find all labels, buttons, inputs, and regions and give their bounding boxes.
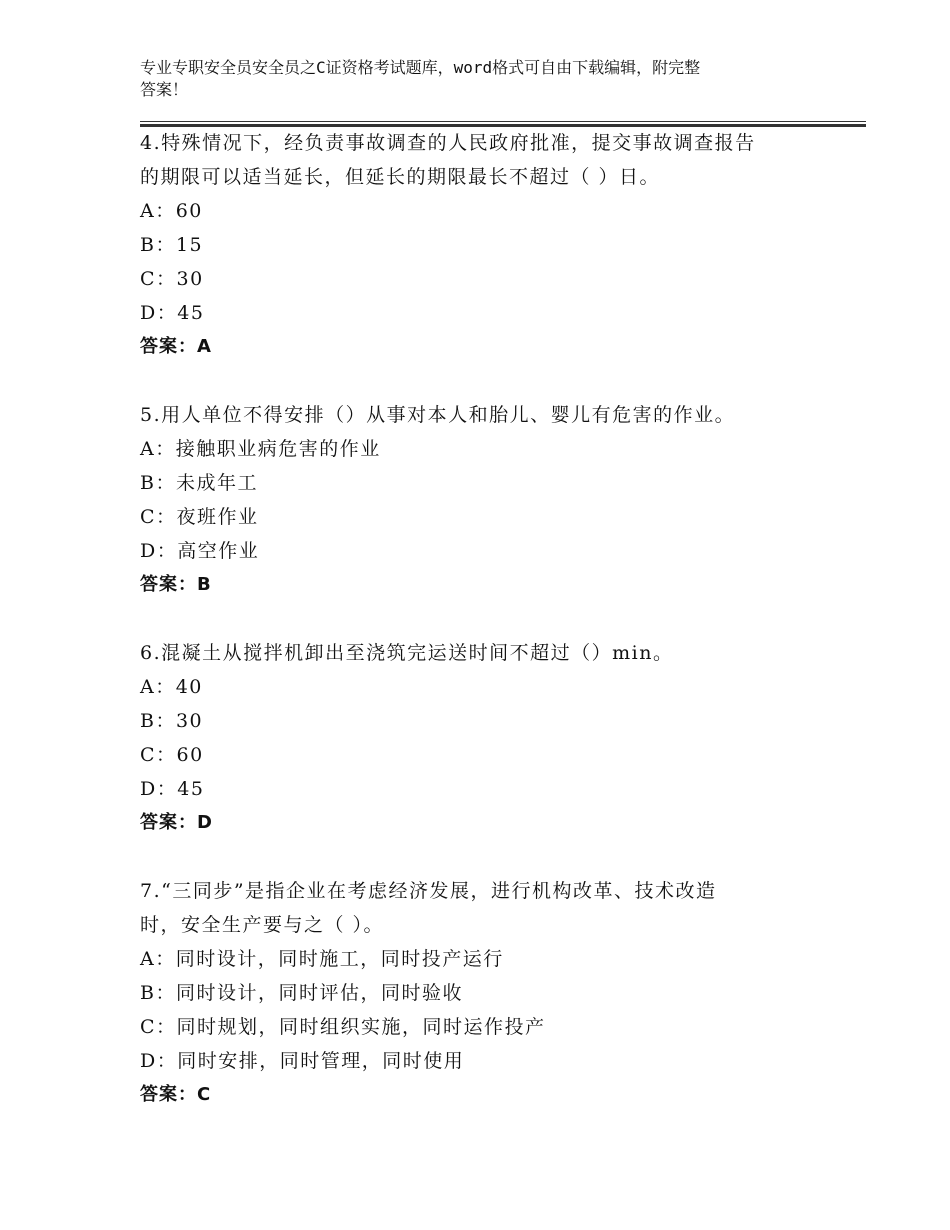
question-stem-line: 6.混凝土从搅拌机卸出至浇筑完运送时间不超过（）min。 — [140, 642, 674, 664]
option-b: B：同时设计，同时评估，同时验收 — [140, 982, 463, 1004]
question-stem-line: 的期限可以适当延长，但延长的期限最长不超过（ ）日。 — [140, 166, 661, 188]
question-7 — [140, 874, 800, 1112]
option-d: D：45 — [140, 778, 205, 800]
option-b: B：15 — [140, 234, 204, 256]
question-6 — [140, 636, 800, 840]
question-stem-line: 时，安全生产要与之（ ）。 — [140, 914, 385, 936]
option-b: B：30 — [140, 710, 204, 732]
option-a: A：40 — [140, 676, 203, 698]
option-a: A：60 — [140, 200, 203, 222]
answer-label: 答案：D — [140, 812, 213, 833]
option-d: D：45 — [140, 302, 205, 324]
option-c: C：30 — [140, 268, 204, 290]
question-5 — [140, 398, 800, 602]
option-c: C：60 — [140, 744, 204, 766]
header-title-line-2: 答案！ — [140, 80, 189, 99]
option-b: B：未成年工 — [140, 472, 258, 494]
header-divider-thin — [140, 121, 866, 122]
question-list — [140, 126, 800, 1146]
option-d: D：同时安排，同时管理，同时使用 — [140, 1050, 465, 1072]
answer-label: 答案：C — [140, 1084, 212, 1105]
question-stem-line: 7.“三同步”是指企业在考虑经济发展，进行机构改革、技术改造 — [140, 880, 717, 902]
answer-label: 答案：A — [140, 336, 212, 357]
header-title-line-1: 专业专职安全员安全员之C证资格考试题库，word格式可自由下载编辑，附完整 — [140, 58, 701, 77]
option-c: C：同时规划，同时组织实施，同时运作投产 — [140, 1016, 546, 1038]
option-a: A：接触职业病危害的作业 — [140, 438, 381, 460]
option-c: C：夜班作业 — [140, 506, 259, 528]
option-a: A：同时设计，同时施工，同时投产运行 — [140, 948, 504, 970]
option-d: D：高空作业 — [140, 540, 260, 562]
answer-label: 答案：B — [140, 574, 212, 595]
question-stem-line: 4.特殊情况下，经负责事故调查的人民政府批准，提交事故调查报告 — [140, 132, 756, 154]
question-4 — [140, 126, 800, 364]
document-header — [140, 57, 820, 101]
question-stem-line: 5.用人单位不得安排（）从事对本人和胎儿、婴儿有危害的作业。 — [140, 404, 736, 426]
